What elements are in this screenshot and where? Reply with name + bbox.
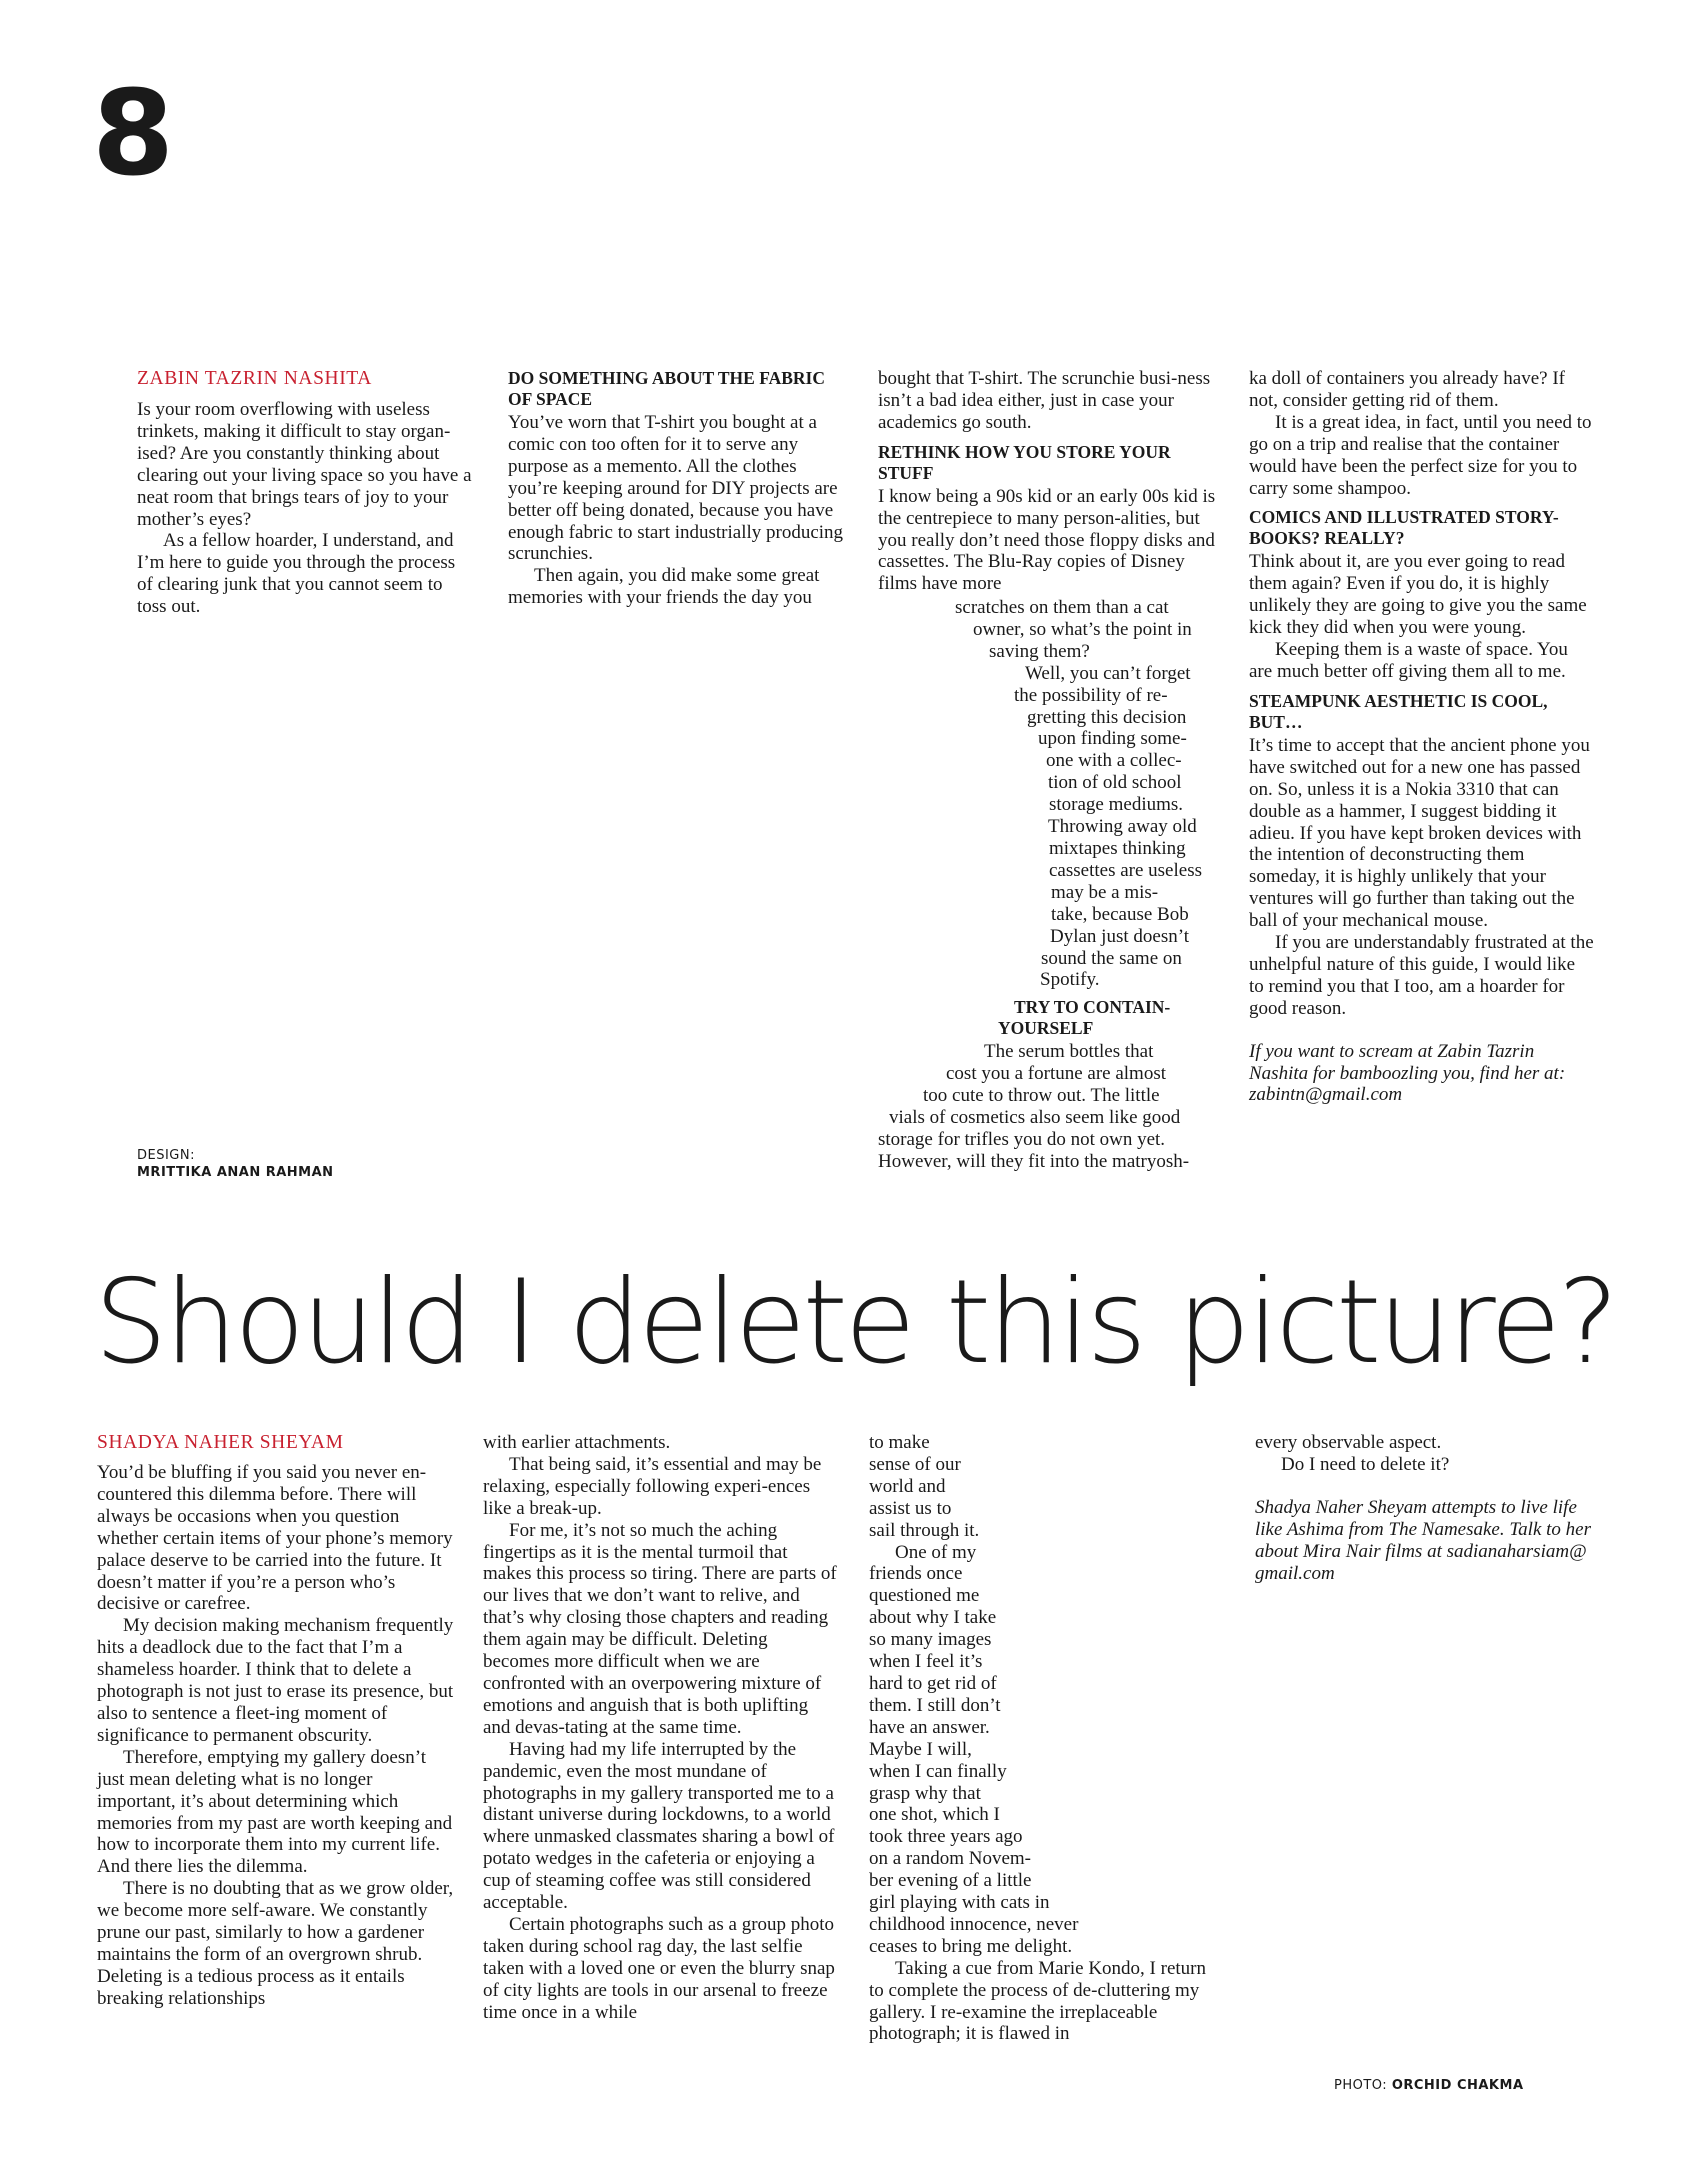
article1-col4 (1249, 368, 1594, 1106)
narrow-line: on a random Novem- (869, 1848, 1031, 1870)
article1-col3-para: bought that T-shirt. The scrunchie busi-ness isn’t a bad idea either, just in case your academics go south. (878, 368, 1211, 433)
narrow-line: grasp why that (869, 1782, 981, 1804)
narrow-line: ceases to bring me delight. (869, 1935, 1073, 1957)
photo-credit (1334, 2078, 1524, 2093)
article1-col3-para: I know being a 90s kid or an early 00s kid is the centrepiece to many person-alities, but you really don’t need those floppy disks and cassettes. The Blu-Ray copies of Disney films have more (878, 485, 1216, 595)
design-credit (137, 1147, 334, 1181)
narrow-line: assist us to (869, 1497, 952, 1519)
shaped-line: too cute to throw out. The little (923, 1085, 1160, 1107)
article1-col2 (508, 368, 848, 609)
shaped-line: one with a collec- (1046, 750, 1182, 772)
shaped-line: take, because Bob (1051, 903, 1189, 925)
narrow-line: childhood innocence, never (869, 1913, 1079, 1935)
shaped-line: However, will they fit into the matryosh- (878, 1150, 1190, 1172)
article1-col3 (878, 368, 1221, 595)
shaped-line: vials of cosmetics also seem like good (889, 1107, 1181, 1129)
article2-author-note: Shadya Naher Sheyam attempts to live life like Ashima from The Namesake. Talk to her about Mira Nair films at sadianaharsiam@ gmail.com (1255, 1496, 1591, 1584)
article2-byline: SHADYA NAHER SHEYAM (97, 1432, 344, 1453)
article1-col1 (137, 368, 472, 618)
article2-col2-para: For me, it’s not so much the aching fingertips as it is the mental turmoil that makes this process so tiring. There are parts of our lives that we don’t want to relive, and that’s why closing those chapters and reading them again may be difficult. Deleting becomes more difficult when we are confronted with an overpowering mixture of emotions and anguish that is both uplifting and devas-tating at the same time. (483, 1519, 837, 1738)
article1-col4-para: ka doll of containers you already have? If not, consider getting rid of them. (1249, 368, 1566, 411)
narrow-line: girl playing with cats in (869, 1892, 1050, 1914)
shaped-line: the possibility of re- (1014, 684, 1168, 706)
subheading-line: TRY TO CONTAIN- (1014, 997, 1171, 1018)
article1-col3-shaped (878, 597, 1221, 1173)
narrow-line: world and (869, 1475, 946, 1497)
article1-col4-para: It is a great idea, in fact, until you need to go on a trip and realise that the container would have been the perfect size for you to carry some shampoo. (1249, 411, 1592, 499)
narrow-line: ber evening of a little (869, 1870, 1032, 1892)
article2-col2-para: with earlier attachments. (483, 1432, 671, 1453)
article2-col1-para: There is no doubting that as we grow older, we become more self-aware. We constantly prune our past, similarly to how a gardener maintains the form of an overgrown shrub. Deleting is a tedious process as it entails breaking relationships (97, 1878, 454, 2009)
shaped-line: storage mediums. (1049, 794, 1184, 816)
narrow-line: Maybe I will, (869, 1738, 972, 1760)
shaped-line: Throwing away old (1048, 816, 1197, 838)
shaped-line: storage for trifles you do not own yet. (878, 1128, 1166, 1150)
narrow-line: when I can finally (869, 1760, 1007, 1782)
subheading-line: YOURSELF (998, 1018, 1094, 1039)
shaped-line: mixtapes thinking (1049, 837, 1186, 859)
article2-col1-para: You’d be bluffing if you said you never en-countered this dilemma before. There will always be occasions when you question whether certain items of your phone’s memory palace deserve to be carried into the future. It doesn’t matter if you’re a person who’s decisive or carefree. (97, 1462, 453, 1615)
narrow-line: have an answer. (869, 1716, 990, 1738)
design-credit-label: DESIGN: (137, 1148, 195, 1163)
narrow-line: to make (869, 1432, 930, 1453)
article2-col2-para: Certain photographs such as a group photo taken during school rag day, the last selfie taken with a loved one or even the blurry snap of city lights are tools in our arsenal to freeze time once in a while (483, 1913, 835, 2023)
narrow-line: one shot, which I (869, 1804, 1000, 1826)
article2-headline: Should I delete this picture? (94, 1255, 1616, 1390)
article2-col1 (97, 1432, 455, 2010)
shaped-line: gretting this decision (1027, 706, 1187, 728)
narrow-line: took three years ago (869, 1826, 1023, 1848)
shaped-line: saving them? (989, 640, 1090, 662)
article1-col4-para: If you are understandably frustrated at the unhelpful nature of this guide, I would like to remind you that I too, am a hoarder for good reason. (1249, 932, 1594, 1019)
design-credit-name: MRITTIKA ANAN RAHMAN (137, 1165, 334, 1180)
article2-col2-para: Having had my life interrupted by the pandemic, even the most mundane of photographs in my gallery transported me to a distant universe during lockdowns, to a world where unmasked classmates sharing a bowl of potato wedges in the cafeteria or enjoying a cup of steaming coffee was still considered acceptable. (483, 1738, 835, 1914)
narrow-line: sail through it. (869, 1519, 980, 1541)
article1-col1-para: Is your room overflowing with useless trinkets, making it difficult to stay organ-ised? Are you constantly thinking about clearing out your living space so you have a neat room that brings tears of joy to your mother’s eyes? (137, 399, 472, 530)
page-number: 8 (92, 64, 175, 202)
article2-col4 (1255, 1432, 1595, 1584)
article1-col2-para: Then again, you did make some great memories with your friends the day you (508, 565, 820, 609)
shaped-line: tion of old school (1048, 772, 1182, 794)
shaped-line: owner, so what’s the point in (973, 618, 1192, 640)
shaped-line: cassettes are useless (1049, 859, 1202, 881)
article2-col2 (483, 1432, 838, 2023)
narrow-line: sense of our (869, 1453, 961, 1475)
article2-col4-para: every observable aspect. (1255, 1432, 1442, 1453)
shaped-line: Well, you can’t forget (1025, 662, 1191, 684)
shaped-line: upon finding some- (1038, 728, 1187, 750)
narrow-line: about why I take (869, 1607, 997, 1629)
narrow-line: questioned me (869, 1585, 980, 1607)
article1-subheading: DO SOMETHING ABOUT THE FABRIC OF SPACE (508, 368, 826, 409)
article1-author-note: If you want to scream at Zabin Tazrin Nashita for bamboozling you, find her at: zabintn@gmail.com (1249, 1040, 1566, 1106)
shaped-line: sound the same on (1041, 947, 1182, 969)
photo-credit-label: PHOTO: (1334, 2078, 1388, 2093)
article1-col4-para: Think about it, are you ever going to read them again? Even if you do, it is highly unlikely they are going to give you the same kick they did when you were young. (1249, 551, 1587, 639)
article1-col2-para: You’ve worn that T-shirt you bought at a comic con too often for it to serve any purpose as a memento. All the clothes you’re keeping around for DIY projects are better off being donated, because you have enough fabric to start industrially producing scrunchies. (508, 412, 844, 565)
narrow-line: when I feel it’s (869, 1651, 983, 1673)
article1-col4-para: It’s time to accept that the ancient phone you have switched out for a new one has passed on. So, unless it is a Nokia 3310 that can double as a hammer, I suggest bidding it adieu. If you have kept broken devices with the intention of deconstructing them someday, it is highly unlikely that your ventures will go further than taking out the ball of your mechanical mouse. (1249, 734, 1590, 932)
article1-col4-para: Keeping them is a waste of space. You are much better off giving them all to me. (1249, 639, 1568, 682)
article2-col4-para: Do I need to delete it? (1281, 1453, 1450, 1475)
photo-credit-name: ORCHID CHAKMA (1391, 2078, 1524, 2093)
article2-col1-para: My decision making mechanism frequently hits a deadlock due to the fact that I’m a shameless hoarder. I think that to delete a photograph is not just to erase its presence, but also to sentence a fleet-ing moment of significance to permanent obscurity. (97, 1615, 454, 1746)
article1-col1-para: As a fellow hoarder, I understand, and I’m here to guide you through the process of clearing junk that you cannot seem to toss out. (137, 530, 456, 618)
article1-subheading: COMICS AND ILLUSTRATED STORY-BOOKS? REALLY? (1249, 507, 1559, 549)
shaped-line: The serum bottles that (984, 1041, 1154, 1063)
shaped-line: scratches on them than a cat (955, 597, 1169, 618)
shaped-line: cost you a fortune are almost (946, 1063, 1167, 1085)
article2-col3-para: Taking a cue from Marie Kondo, I return to complete the process of de-cluttering my gallery. I re-examine the irreplaceable photograph; it is flawed in (869, 1957, 1207, 2045)
narrow-line: hard to get rid of (869, 1672, 997, 1694)
article2-col2-para: That being said, it’s essential and may be relaxing, especially following experi-ences like a break-up. (483, 1453, 822, 1519)
article1-subheading: RETHINK HOW YOU STORE YOUR STUFF (878, 441, 1171, 483)
article2-col3 (869, 1432, 1219, 2045)
narrow-line: friends once (869, 1563, 963, 1585)
shaped-line: may be a mis- (1051, 881, 1159, 903)
article1-byline: ZABIN TAZRIN NASHITA (137, 368, 372, 389)
article1-subheading (878, 997, 1221, 1039)
narrow-line: them. I still don’t (869, 1694, 1001, 1716)
shaped-line: Dylan just doesn’t (1050, 925, 1189, 947)
article2-col1-para: Therefore, emptying my gallery doesn’t just mean deleting what is no longer important, it’s about determining which memories from my past are worth keeping and how to incorporate them into my current life. And there lies the dilemma. (97, 1746, 453, 1878)
shaped-line: Spotify. (1040, 969, 1100, 991)
narrow-line: so many images (869, 1629, 992, 1651)
narrow-line: One of my (895, 1541, 977, 1563)
article1-subheading: STEAMPUNK AESTHETIC IS COOL, BUT… (1249, 690, 1548, 732)
